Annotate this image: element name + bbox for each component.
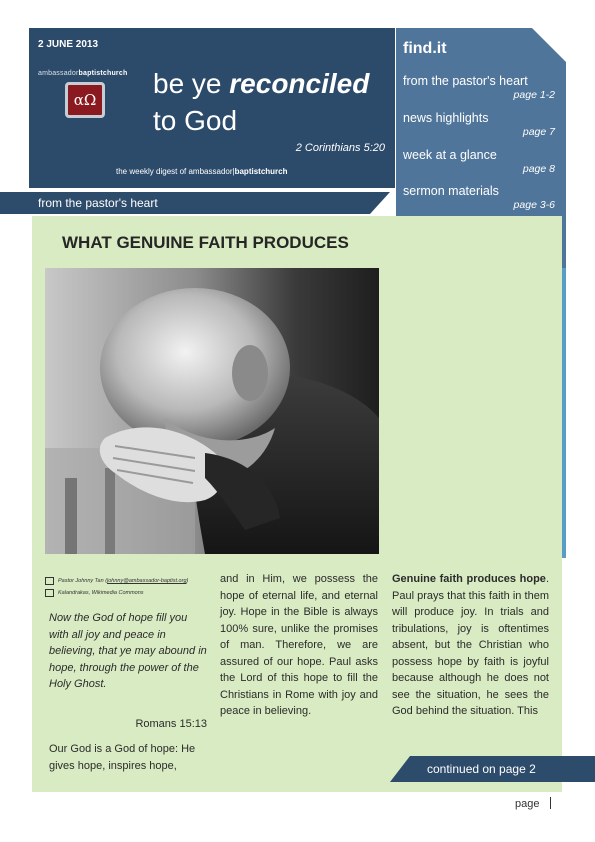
findit-item-sermon[interactable]: sermon materials page 3-6 xyxy=(403,184,555,211)
article-title: WHAT GENUINE FAITH PRODUCES xyxy=(62,233,349,252)
article-body-col3: Genuine faith produces hope. Paul prays that this faith in them will produce joy. In trials and tribulations, joy is oftentimes absent, but the Christian who possess hope by faith is joyful because although he does not see the situation, he sees the God behind the situation. This xyxy=(392,573,549,717)
photo-credits xyxy=(45,575,210,599)
pencil-icon xyxy=(45,577,54,585)
findit-item-week[interactable]: week at a glance page 8 xyxy=(403,148,555,175)
scripture-quote: Now the God of hope fill you with all joy and peace in believing, that ye may abound in hope, through the power of the Holy Ghost. xyxy=(49,612,207,690)
masthead-scripture-ref: 2 Corinthians 5:20 xyxy=(295,142,385,154)
continued-label: continued on page 2 xyxy=(427,762,536,776)
masthead-tagline: the weekly digest of ambassador|baptistchurch xyxy=(116,167,288,176)
photo-credit: Kalandrakas, Wikimedia Commons xyxy=(45,587,210,599)
section-banner xyxy=(0,192,390,214)
masthead-title-line2: to God xyxy=(153,105,238,136)
section-label: from the pastor's heart xyxy=(38,196,158,210)
continued-banner[interactable] xyxy=(390,756,595,782)
masthead-title: be ye reconciled xyxy=(153,68,370,99)
findit-item-news[interactable]: news highlights page 7 xyxy=(403,111,555,138)
church-logo xyxy=(38,70,142,132)
scripture-quote-ref: Romans 15:13 xyxy=(135,718,207,730)
praying-man-photo xyxy=(45,268,379,554)
logo-name: ambassadorbaptistchurch xyxy=(38,70,128,77)
alpha-omega-emblem: αΩ xyxy=(65,82,105,118)
article-body-col2: and in Him, we possess the hope of eternal life, and eternal joy. Hope in the Bible is always 100% sure, unlike the promises of man. Therefore, we are assured of our hope. Paul asks the Lord of this hope to fill the Christians in Rome with joy and peace in believing. xyxy=(220,573,378,717)
findit-item-pastors-heart[interactable]: from the pastor's heart page 1-2 xyxy=(403,74,555,101)
findit-corner-cut xyxy=(532,28,566,62)
page-label: page xyxy=(515,798,540,810)
author-email-link[interactable]: johnny@ambassador-baptist.org xyxy=(107,578,187,584)
page-divider xyxy=(550,797,551,809)
article-body-col1: Our God is a God of hope: He gives hope, inspires hope, xyxy=(49,743,196,772)
issue-date: 2 JUNE 2013 xyxy=(38,39,99,50)
findit-title: find.it xyxy=(403,40,447,57)
article-panel xyxy=(32,216,562,792)
masthead xyxy=(29,28,395,188)
camera-icon xyxy=(45,589,54,597)
author-credit: Pastor Johnny Tan ( johnny@ambassador-baptist.org ) xyxy=(45,575,210,587)
